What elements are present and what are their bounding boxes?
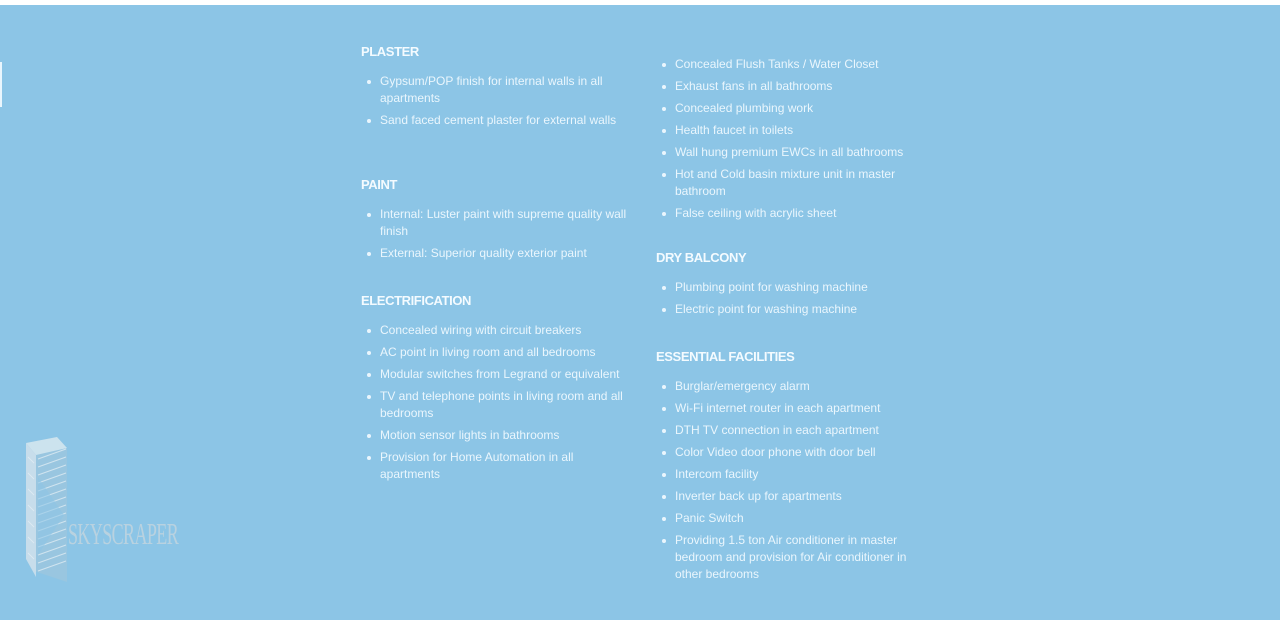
list-item: Inverter back up for apartments — [656, 488, 931, 505]
essential-facilities-section — [656, 349, 931, 588]
list-item: Intercom facility — [656, 466, 931, 483]
list-item: Exhaust fans in all bathrooms — [656, 78, 931, 95]
list-item: Plumbing point for washing machine — [656, 279, 868, 296]
paint-list — [361, 206, 633, 262]
list-item: Provision for Home Automation in all apartments — [361, 449, 633, 483]
specifications-panel — [0, 5, 1280, 620]
plumbing-list — [656, 56, 931, 222]
list-item: Gypsum/POP finish for internal walls in all apartments — [361, 73, 633, 107]
list-item: DTH TV connection in each apartment — [656, 422, 931, 439]
list-item: Internal: Luster paint with supreme quality wall finish — [361, 206, 633, 240]
list-item: Providing 1.5 ton Air conditioner in master bedroom and provision for Air conditioner in other bedrooms — [656, 532, 931, 583]
brand-wordmark: SKYSCRAPER — [68, 516, 179, 551]
section-title: PLASTER — [361, 44, 419, 59]
plaster-list — [361, 73, 633, 129]
plaster-section — [361, 44, 633, 134]
list-item: Concealed Flush Tanks / Water Closet — [656, 56, 931, 73]
section-title: PAINT — [361, 177, 398, 192]
dry-balcony-section — [656, 250, 868, 323]
edge-marker — [0, 62, 2, 107]
list-item: Wall hung premium EWCs in all bathrooms — [656, 144, 931, 161]
list-item: Modular switches from Legrand or equivalent — [361, 366, 633, 383]
list-item: Concealed plumbing work — [656, 100, 931, 117]
section-title: ESSENTIAL FACILITIES — [656, 349, 795, 364]
plumbing-section — [656, 56, 931, 227]
list-item: Sand faced cement plaster for external walls — [361, 112, 633, 129]
section-title: DRY BALCONY — [656, 250, 747, 265]
list-item: TV and telephone points in living room and all bedrooms — [361, 388, 633, 422]
list-item: False ceiling with acrylic sheet — [656, 205, 931, 222]
list-item: Hot and Cold basin mixture unit in master bathroom — [656, 166, 931, 200]
list-item: Electric point for washing machine — [656, 301, 868, 318]
section-title: ELECTRIFICATION — [361, 293, 472, 308]
paint-section — [361, 177, 633, 267]
tower-logo-icon — [20, 437, 68, 582]
list-item: AC point in living room and all bedrooms — [361, 344, 633, 361]
list-item: Health faucet in toilets — [656, 122, 931, 139]
electrification-section — [361, 293, 633, 488]
essential-facilities-list — [656, 378, 931, 583]
skyscraper-logo — [20, 437, 192, 585]
dry-balcony-list — [656, 279, 868, 318]
list-item: External: Superior quality exterior paint — [361, 245, 633, 262]
list-item: Burglar/emergency alarm — [656, 378, 931, 395]
list-item: Wi-Fi internet router in each apartment — [656, 400, 931, 417]
electrification-list — [361, 322, 633, 483]
list-item: Concealed wiring with circuit breakers — [361, 322, 633, 339]
list-item: Motion sensor lights in bathrooms — [361, 427, 633, 444]
list-item: Color Video door phone with door bell — [656, 444, 931, 461]
list-item: Panic Switch — [656, 510, 931, 527]
